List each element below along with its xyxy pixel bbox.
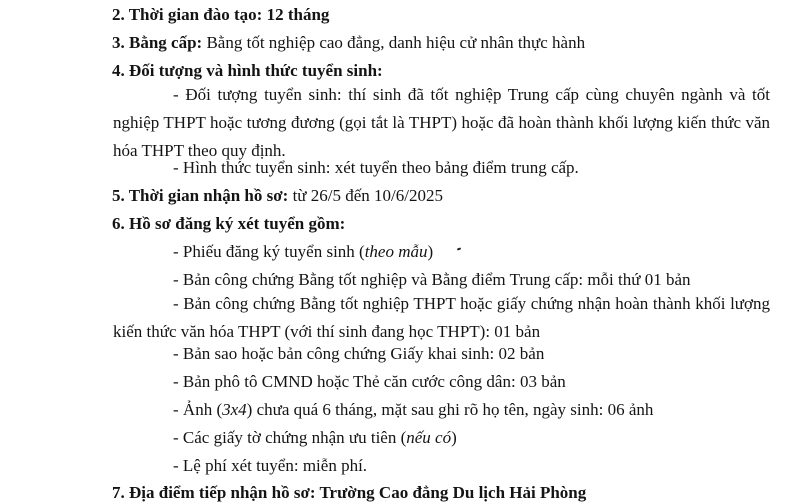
section-5-text: từ 26/5 đến 10/6/2025 [288, 186, 443, 205]
section-4-paragraph-1: - Đối tượng tuyển sinh: thí sinh đã tốt nghiệp Trung cấp cùng chuyên ngành và tốt nghiệp THPT hoặc tương đương (gọi tắt là THPT) hoặc đã hoàn thành khối lượng kiến thức văn hóa THPT theo quy định. [113, 85, 770, 160]
list-item-id-card: - Bản phô tô CMND hoặc Thẻ căn cước công dân: 03 bản [173, 372, 566, 391]
section-4-heading: 4. Đối tượng và hình thức tuyển sinh: [112, 61, 383, 80]
section-3-text: Bằng tốt nghiệp cao đẳng, danh hiệu cử nhân thực hành [202, 33, 586, 52]
list-item-high-school-diploma: - Bản công chứng Bằng tốt nghiệp THPT hoặc giấy chứng nhận hoàn thành khối lượng kiến thức văn hóa THPT (với thí sinh đang học THPT): 01 bản [113, 294, 770, 341]
list-item-intermediate-diploma: - Bản công chứng Bằng tốt nghiệp và Bằng điểm Trung cấp: mỗi thứ 01 bản [173, 270, 691, 289]
list-item-birth-certificate: - Bản sao hoặc bản công chứng Giấy khai sinh: 02 bản [173, 344, 545, 363]
scan-speck [457, 247, 461, 250]
section-4-paragraph-2: - Hình thức tuyển sinh: xét tuyển theo bảng điểm trung cấp. [173, 158, 579, 177]
section-3-line [112, 32, 585, 54]
list-item-fee: - Lệ phí xét tuyển: miễn phí. [173, 456, 368, 475]
section-3-heading: 3. Bằng cấp: [112, 33, 203, 52]
list-item-photos: - Ảnh (3x4) chưa quá 6 tháng, mặt sau ghi rõ họ tên, ngày sinh: 06 ảnh [173, 400, 654, 419]
section-5-line [112, 185, 443, 207]
section-6-heading: 6. Hồ sơ đăng ký xét tuyển gồm: [112, 214, 346, 233]
section-7-heading: 7. Địa điểm tiếp nhận hồ sơ: Trường Cao đẳng Du lịch Hải Phòng [112, 483, 587, 502]
section-2-heading: 2. Thời gian đào tạo: 12 tháng [112, 5, 330, 24]
section-5-heading: 5. Thời gian nhận hồ sơ: [112, 186, 289, 205]
list-item-priority-documents: - Các giấy tờ chứng nhận ưu tiên (nếu có) [173, 428, 457, 447]
list-item-registration-form: - Phiếu đăng ký tuyển sinh (theo mẫu) [173, 242, 434, 261]
